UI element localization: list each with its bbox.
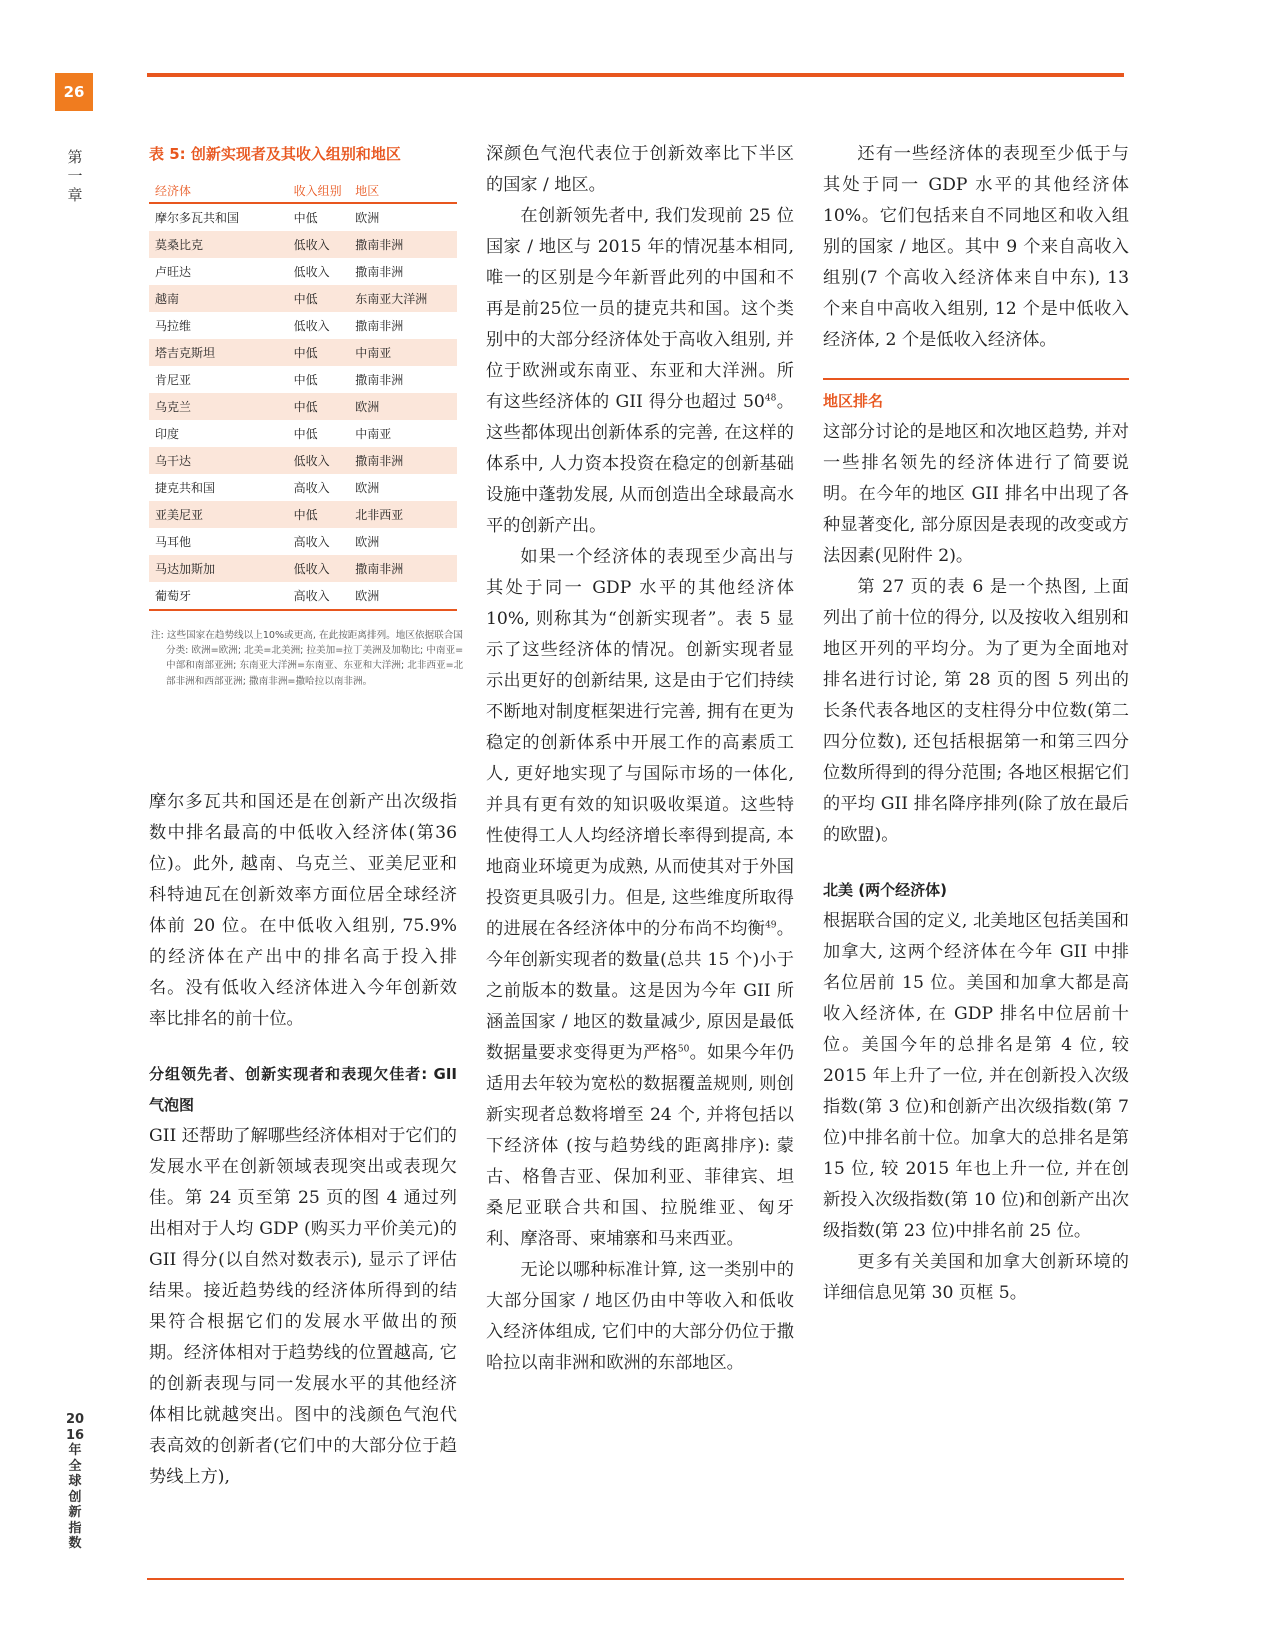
table-row xyxy=(149,312,457,339)
table-header-row xyxy=(149,182,457,203)
paragraph: 第 27 页的表 6 是一个热图, 上面列出了前十位的得分, 以及按收入组别和地区开列的平均分。为了更为全面地对排名进行讨论, 第 28 页的图 5 列出的长条代表各地区的支柱得分中位数(第二四分位数), 还包括根据第一和第三四分位数所得到的得分范围; 各地区根据它们的平均 GII 排名降序排列(除了放在最后的欧盟)。 xyxy=(823,577,1129,845)
table-row xyxy=(149,582,457,610)
table-title: 表 5: 创新实现者及其收入组别和地区 xyxy=(149,145,401,163)
section-heading-regional-rankings: 地区排名 xyxy=(823,378,1129,417)
column-middle xyxy=(486,139,794,1379)
cell-economy: 卢旺达 xyxy=(155,265,192,279)
table-row xyxy=(149,203,457,231)
cell-income: 高收入 xyxy=(293,481,330,495)
cell-economy: 捷克共和国 xyxy=(155,481,216,495)
paragraph: 还有一些经济体的表现至少低于与其处于同一 GDP 水平的其他经济体 10%。它们包括来自不同地区和收入组别的国家 / 地区。其中 9 个来自高收入组别(7 个高收入经济体来自中东), 13 个来自中高收入组别, 12 个是中低收入经济体, 2 个是低收入经济体。 xyxy=(823,144,1129,350)
col-header-income: 收入组别 xyxy=(288,182,350,203)
cell-income: 中低 xyxy=(288,339,350,366)
innovation-achievers-table xyxy=(149,182,457,611)
paragraph-text: 。今年创新实现者的数量(总共 15 个)小于之前版本的数量。这是因为今年 GII 所涵盖国家 / 地区的数量减少, 原因是最低数据量要求变得更为严格 xyxy=(486,919,794,1063)
cell-economy: 肯尼亚 xyxy=(155,373,192,387)
paragraph: 摩尔多瓦共和国还是在创新产出次级指数中排名最高的中低收入经济体(第36 位)。此外, 越南、乌克兰、亚美尼亚和科特迪瓦在创新效率方面位居全球经济体前 20 位。在中低收入组别, 75.9% 的经济体在产出中的排名高于投入排名。没有低收入经济体进入今年创新效率比排名的前十位。 xyxy=(149,792,457,1029)
col-header-economy: 经济体 xyxy=(149,182,288,203)
cell-economy: 莫桑比克 xyxy=(149,231,288,258)
paragraph-text: 在创新领先者中, 我们发现前 25 位国家 / 地区与 2015 年的情况基本相同, 唯一的区别是今年新晋此列的中国和不再是前25位一员的捷克共和国。这个类别中的大部分经济体处于高收入组别, 并位于欧洲或东南亚、东亚和大洋洲。所有这些经济体的 GII 得分也超过 50 xyxy=(486,206,794,412)
cell-region: 欧洲 xyxy=(349,582,457,610)
cell-economy: 越南 xyxy=(149,285,288,312)
paragraph: 深颜色气泡代表位于创新效率比下半区的国家 / 地区。 xyxy=(486,144,794,195)
footnote-ref[interactable]: 50 xyxy=(677,1044,690,1055)
paragraph: 更多有关美国和加拿大创新环境的详细信息见第 30 页框 5。 xyxy=(823,1252,1129,1303)
footnote-ref[interactable]: 49 xyxy=(765,920,777,931)
cell-region: 撒南非洲 xyxy=(355,265,404,279)
cell-region: 欧洲 xyxy=(355,481,380,495)
cell-income: 中低 xyxy=(293,427,318,441)
cell-economy: 马达加斯加 xyxy=(149,555,288,582)
table-row xyxy=(149,231,457,258)
cell-income: 中低 xyxy=(293,211,318,225)
paragraph xyxy=(486,201,794,542)
paragraph: GII 还帮助了解哪些经济体相对于它们的发展水平在创新领域表现突出或表现欠佳。第 24 页至第 25 页的图 4 通过列出相对于人均 GDP (购买力平价美元)的 GII 得分(以自然对数表示), 显示了评估结果。接近趋势线的经济体所得到的结果符合根据它们的发展水平做出的预期。经济体相对于趋势线的位置越高, 它的创新表现与同一发展水平的其他经济体相比就越突出。图中的浅颜色气泡代表高效的创新者(它们中的大部分位于趋势线上方), xyxy=(149,1126,457,1487)
cell-region: 撒南非洲 xyxy=(349,555,457,582)
cell-income: 高收入 xyxy=(293,535,330,549)
top-accent-rule xyxy=(147,73,1124,77)
table-row xyxy=(149,528,457,555)
paragraph-text: 如果一个经济体的表现至少高出与其处于同一 GDP 水平的其他经济体 10%, 则称其为“创新实现者”。表 5 显示了这些经济体的情况。创新实现者显示出更好的创新结果, 这是由于它们持续不断地对制度框架进行完善, 拥有在更为稳定的创新体系中开展工作的高素质工人, 更好地实现了与国际市场的一体化, 并具有更有效的知识吸收渠道。这些特性使得工人人均经济增长率得到提高, 本地商业环境更为成熟, 从而使其对于外国投资更具吸引力。但是, 这些维度所取得的进展在各经济体中的分布尚不均衡 xyxy=(486,547,794,939)
column-left xyxy=(149,787,457,1493)
cell-economy: 马拉维 xyxy=(155,319,192,333)
cell-economy: 亚美尼亚 xyxy=(149,501,288,528)
page-number: 26 xyxy=(55,73,93,111)
cell-income: 中低 xyxy=(288,285,350,312)
cell-economy: 葡萄牙 xyxy=(149,582,288,610)
table-row xyxy=(149,420,457,447)
footnote-ref[interactable]: 48 xyxy=(764,393,777,404)
cell-economy: 乌克兰 xyxy=(149,393,288,420)
cell-income: 低收入 xyxy=(293,319,330,333)
table-row xyxy=(149,474,457,501)
cell-economy: 摩尔多瓦共和国 xyxy=(155,211,240,225)
cell-region: 欧洲 xyxy=(355,211,380,225)
cell-region: 撒南非洲 xyxy=(355,319,404,333)
table-row xyxy=(149,447,457,474)
table-row xyxy=(149,339,457,366)
side-report-title: 2016年全球创新指数 xyxy=(65,1412,85,1551)
cell-region: 撒南非洲 xyxy=(349,231,457,258)
cell-income: 高收入 xyxy=(288,582,350,610)
paragraph: 这部分讨论的是地区和次地区趋势, 并对一些排名领先的经济体进行了简要说明。在今年的地区 GII 排名中出现了各种显著变化, 部分原因是表现的改变或方法因素(见附件 2)。 xyxy=(823,422,1129,566)
table-row xyxy=(149,258,457,285)
cell-region: 中南亚 xyxy=(355,427,392,441)
cell-income: 中低 xyxy=(293,373,318,387)
table-note: 注: 这些国家在趋势线以上10%或更高, 在此按距离排列。地区依据联合国分类: 欧洲=欧洲; 北美=北美洲; 拉美加=拉丁美洲及加勒比; 中南亚=中部和南部亚洲; 东南亚大洋洲=东南亚、东亚和大洋洲; 北非西亚=北部非洲和西部亚洲; 撒南非洲=撒哈拉以南非洲。 xyxy=(151,630,464,687)
table-row xyxy=(149,285,457,312)
table-row xyxy=(149,555,457,582)
cell-region: 欧洲 xyxy=(355,535,380,549)
cell-economy: 印度 xyxy=(155,427,180,441)
paragraph-text: 。这些都体现出创新体系的完善, 在这样的体系中, 人力资本投资在稳定的创新基础设施中蓬勃发展, 从而创造出全球最高水平的创新产出。 xyxy=(486,392,794,536)
section-heading-north-america: 北美 (两个经济体) xyxy=(823,881,947,899)
col-header-region: 地区 xyxy=(349,182,457,203)
cell-region: 撒南非洲 xyxy=(349,447,457,474)
cell-economy: 塔吉克斯坦 xyxy=(149,339,288,366)
cell-economy: 乌干达 xyxy=(149,447,288,474)
cell-income: 低收入 xyxy=(288,555,350,582)
cell-income: 低收入 xyxy=(288,447,350,474)
cell-region: 中南亚 xyxy=(349,339,457,366)
cell-region: 东南亚大洋洲 xyxy=(349,285,457,312)
table-row xyxy=(149,366,457,393)
paragraph: 无论以哪种标准计算, 这一类别中的大部分国家 / 地区仍由中等收入和低收入经济体组成, 它们中的大部分仍位于撒哈拉以南非洲和欧洲的东部地区。 xyxy=(486,1260,794,1373)
paragraph-text: 。如果今年仍适用去年较为宽松的数据覆盖规则, 则创新实现者总数将增至 24 个, 并将包括以下经济体 (按与趋势线的距离排序): 蒙古、格鲁吉亚、保加利亚、菲律宾、坦桑尼亚联合共和国、拉脱维亚、匈牙利、摩洛哥、柬埔寨和马来西亚。 xyxy=(486,1043,794,1249)
cell-income: 低收入 xyxy=(293,265,330,279)
cell-region: 欧洲 xyxy=(349,393,457,420)
cell-region: 北非西亚 xyxy=(349,501,457,528)
table-row xyxy=(149,393,457,420)
chapter-label: 第一章 xyxy=(67,148,83,204)
table-row xyxy=(149,501,457,528)
paragraph: 根据联合国的定义, 北美地区包括美国和加拿大, 这两个经济体在今年 GII 中排名位居前 15 位。美国和加拿大都是高收入经济体, 在 GDP 排名中位居前十位。美国今年的总排名是第 4 位, 较 2015 年上升了一位, 并在创新投入次级指数(第 3 位)和创新产出次级指数(第 7 位)中排名前十位。加拿大的总排名是第 15 位, 较 2015 年也上升一位, 并在创新投入次级指数(第 10 位)和创新产出次级指数(第 23 位)中排名前 25 位。 xyxy=(823,911,1129,1241)
section-heading-bubble-chart: 分组领先者、创新实现者和表现欠佳者: GII 气泡图 xyxy=(149,1065,457,1114)
cell-income: 中低 xyxy=(288,393,350,420)
paragraph xyxy=(486,542,794,1255)
cell-income: 中低 xyxy=(288,501,350,528)
cell-income: 低收入 xyxy=(288,231,350,258)
column-right xyxy=(823,139,1129,1309)
cell-region: 撒南非洲 xyxy=(355,373,404,387)
bottom-accent-rule xyxy=(147,1578,1124,1580)
cell-economy: 马耳他 xyxy=(155,535,192,549)
